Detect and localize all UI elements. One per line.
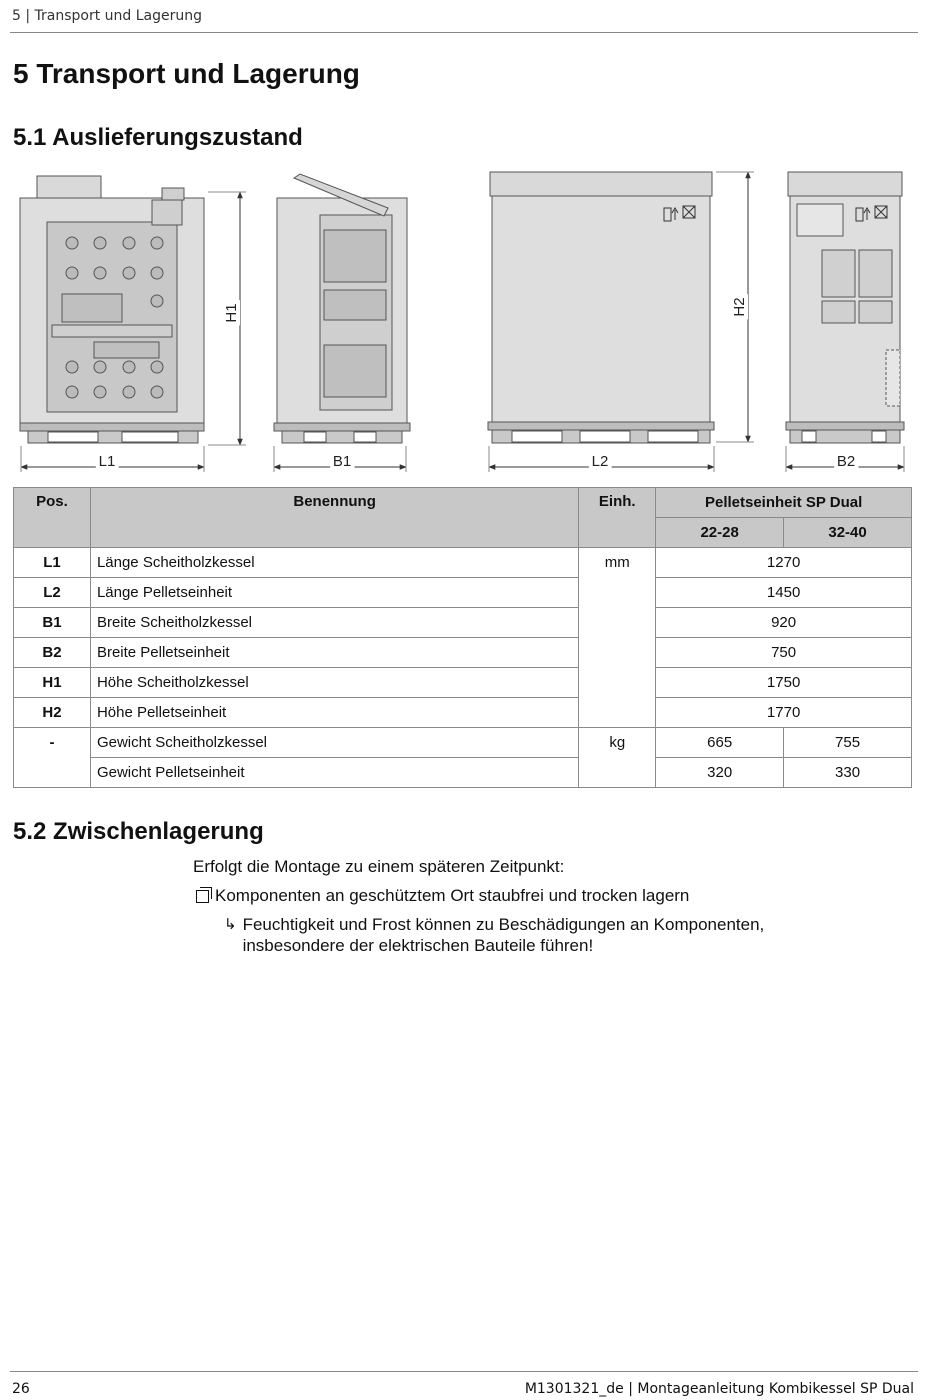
row-value: 750: [656, 638, 912, 668]
row-name: Gewicht Pelletseinheit: [90, 758, 578, 788]
row-value: 920: [656, 608, 912, 638]
row-pos: B1: [14, 608, 91, 638]
result-arrow-icon: ↳: [224, 916, 237, 933]
table-row: [14, 638, 912, 668]
page-number: 26: [12, 1381, 30, 1397]
result-text-line2: insbesondere der elektrischen Bauteile führen!: [242, 936, 594, 955]
header-pos: Pos.: [14, 488, 91, 548]
table-row: [14, 758, 912, 788]
boiler-side-view: [274, 174, 410, 443]
row-name: Länge Pelletseinheit: [90, 578, 578, 608]
storage-intro: Erfolgt die Montage zu einem späteren Zeitpunkt:: [193, 857, 565, 876]
table-row: [14, 668, 912, 698]
row-pos: L1: [14, 548, 91, 578]
row-pos: L2: [14, 578, 91, 608]
boiler-front-view: [20, 176, 204, 443]
row-value: 1270: [656, 548, 912, 578]
row-unit: mm: [579, 548, 656, 728]
row-pos: -: [14, 728, 91, 788]
action-step: [196, 886, 689, 906]
dim-label-b1: B1: [332, 453, 352, 470]
row-pos: H2: [14, 698, 91, 728]
dimension-table: [13, 487, 912, 788]
row-pos: B2: [14, 638, 91, 668]
row-name: Breite Scheitholzkessel: [90, 608, 578, 638]
pellet-unit-front-view: [488, 172, 714, 443]
table-row: [14, 728, 912, 758]
dim-label-b2: B2: [836, 453, 856, 470]
table-row: [14, 608, 912, 638]
header-rule: [10, 32, 918, 33]
row-value-22-28: 665: [656, 728, 784, 758]
row-value-32-40: 755: [784, 728, 912, 758]
row-value-32-40: 330: [784, 758, 912, 788]
table-row: [14, 548, 912, 578]
section-heading-storage: 5.2 Zwischenlagerung: [13, 818, 264, 845]
dim-label-h1: H1: [223, 303, 240, 323]
row-name: Höhe Scheitholzkessel: [90, 668, 578, 698]
row-value: 1770: [656, 698, 912, 728]
pellet-unit-side-view: [786, 172, 904, 443]
table-row: [14, 578, 912, 608]
row-pos: H1: [14, 668, 91, 698]
dim-label-l2: L2: [591, 453, 609, 470]
dim-label-l1: L1: [98, 453, 116, 470]
footer-rule: [10, 1371, 918, 1372]
row-value: 1750: [656, 668, 912, 698]
delivery-dimension-figure: [12, 170, 912, 475]
table-row: [14, 698, 912, 728]
row-name: Länge Scheitholzkessel: [90, 548, 578, 578]
action-text: Komponenten an geschütztem Ort staubfrei und trocken lagern: [215, 886, 690, 905]
header-group: Pelletseinheit SP Dual: [656, 488, 912, 518]
row-name: Höhe Pelletseinheit: [90, 698, 578, 728]
dim-label-h2: H2: [731, 297, 748, 317]
running-header: 5 | Transport und Lagerung: [12, 8, 203, 24]
header-col-32-40: 32-40: [784, 518, 912, 548]
row-value: 1450: [656, 578, 912, 608]
action-checkbox-icon: [196, 890, 209, 903]
page-title: 5 Transport und Lagerung: [13, 58, 360, 89]
row-name: Breite Pelletseinheit: [90, 638, 578, 668]
result-text-line1: Feuchtigkeit und Frost können zu Beschädigungen an Komponenten,: [242, 915, 765, 934]
document-reference: M1301321_de | Montageanleitung Kombikessel SP Dual: [524, 1381, 914, 1397]
header-name: Benennung: [90, 488, 578, 548]
section-heading-delivery: 5.1 Auslieferungszustand: [13, 124, 303, 151]
row-value-22-28: 320: [656, 758, 784, 788]
row-unit: kg: [579, 728, 656, 788]
header-col-22-28: 22-28: [656, 518, 784, 548]
result-note: [224, 914, 764, 956]
header-unit: Einh.: [579, 488, 656, 548]
row-name: Gewicht Scheitholzkessel: [90, 728, 578, 758]
